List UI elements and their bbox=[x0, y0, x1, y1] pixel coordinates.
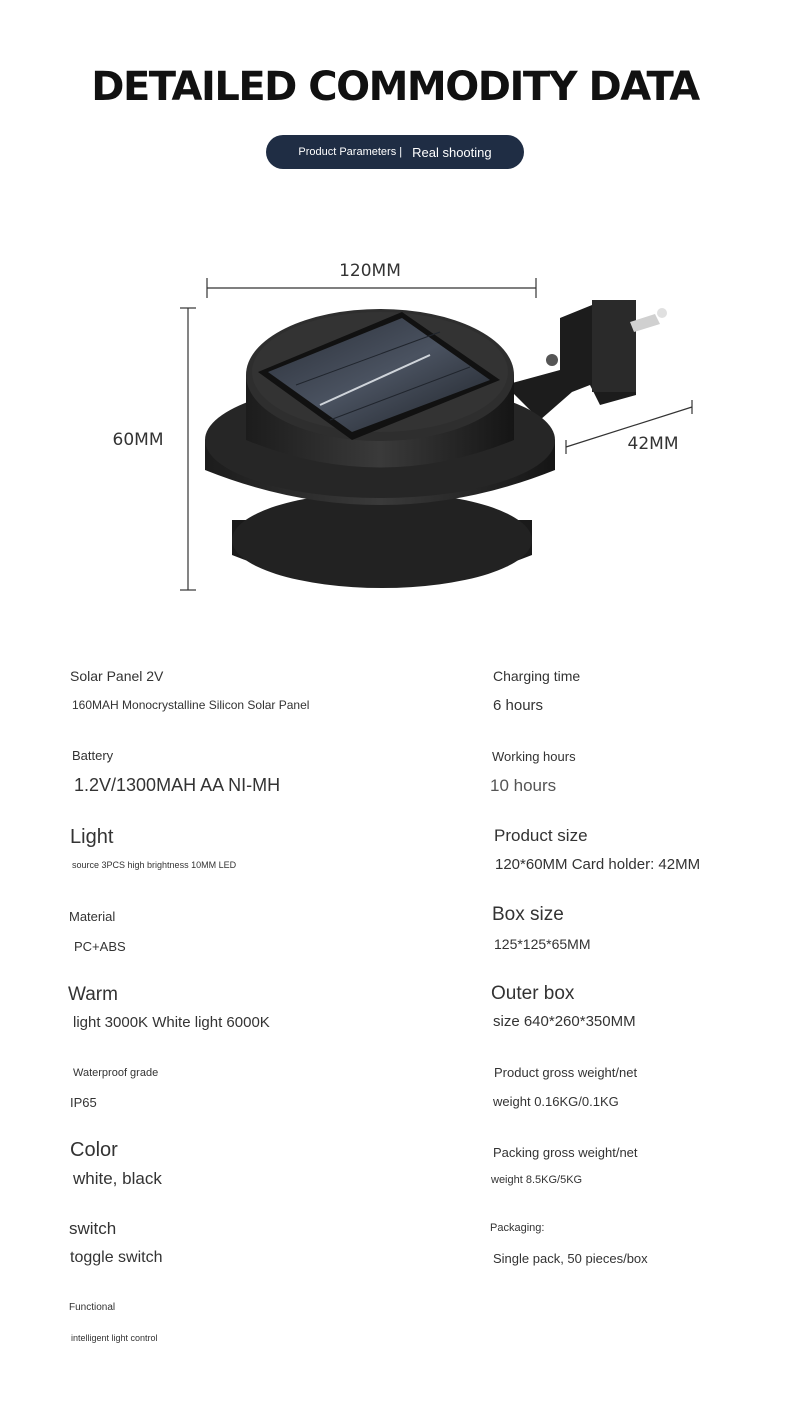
box-size-label: Box size bbox=[492, 904, 564, 925]
warm-label: Warm bbox=[68, 984, 118, 1005]
working-hours-value: 10 hours bbox=[490, 776, 557, 795]
waterproof-label: Waterproof grade bbox=[73, 1067, 159, 1079]
page-title: DETAILED COMMODITY DATA bbox=[91, 64, 699, 110]
switch-value: toggle switch bbox=[70, 1249, 163, 1266]
charging-time-label: Charging time bbox=[493, 668, 581, 684]
switch-label: switch bbox=[69, 1219, 117, 1238]
color-value: white, black bbox=[73, 1169, 162, 1188]
material-label: Material bbox=[69, 909, 116, 924]
battery-value: 1.2V/1300MAH AA NI-MH bbox=[74, 775, 281, 795]
color-label: Color bbox=[70, 1139, 118, 1161]
product-dimension-illustration bbox=[0, 240, 790, 620]
box-size-value: 125*125*65MM bbox=[494, 936, 591, 952]
battery-label: Battery bbox=[72, 748, 114, 763]
height-dimension-line bbox=[180, 308, 196, 590]
mounting-bracket bbox=[505, 300, 667, 420]
width-label: 120MM bbox=[339, 261, 401, 281]
charging-time-value: 6 hours bbox=[493, 697, 544, 714]
product-weight-value: weight 0.16KG/0.1KG bbox=[493, 1094, 619, 1109]
product-size-label: Product size bbox=[494, 826, 588, 845]
packing-weight-label: Packing gross weight/net bbox=[493, 1145, 638, 1160]
tab-real-shooting[interactable]: Real shooting bbox=[412, 144, 492, 160]
light-label: Light bbox=[70, 826, 114, 848]
warm-value: light 3000K White light 6000K bbox=[73, 1014, 270, 1031]
height-label: 60MM bbox=[112, 430, 164, 450]
packing-weight-value: weight 8.5KG/5KG bbox=[491, 1174, 583, 1186]
functional-value: intelligent light control bbox=[71, 1333, 158, 1343]
outer-box-label: Outer box bbox=[491, 983, 575, 1004]
working-hours-label: Working hours bbox=[492, 749, 576, 764]
tab-switcher[interactable] bbox=[266, 135, 524, 169]
packaging-value: Single pack, 50 pieces/box bbox=[493, 1251, 648, 1266]
tab-product-parameters[interactable]: Product Parameters | bbox=[298, 146, 403, 158]
width-dimension-line bbox=[207, 278, 536, 298]
solar-panel-value: 160MAH Monocrystalline Silicon Solar Panel bbox=[72, 698, 310, 712]
solar-panel-label: Solar Panel 2V bbox=[70, 668, 164, 684]
waterproof-value: IP65 bbox=[70, 1095, 97, 1110]
light-value: source 3PCS high brightness 10MM LED bbox=[72, 860, 237, 870]
packaging-label: Packaging: bbox=[490, 1222, 545, 1234]
functional-label: Functional bbox=[69, 1302, 116, 1313]
depth-label: 42MM bbox=[627, 434, 679, 454]
product-weight-label: Product gross weight/net bbox=[494, 1065, 638, 1080]
material-value: PC+ABS bbox=[74, 939, 126, 954]
outer-box-value: size 640*260*350MM bbox=[493, 1013, 636, 1030]
product-size-value: 120*60MM Card holder: 42MM bbox=[495, 856, 701, 873]
